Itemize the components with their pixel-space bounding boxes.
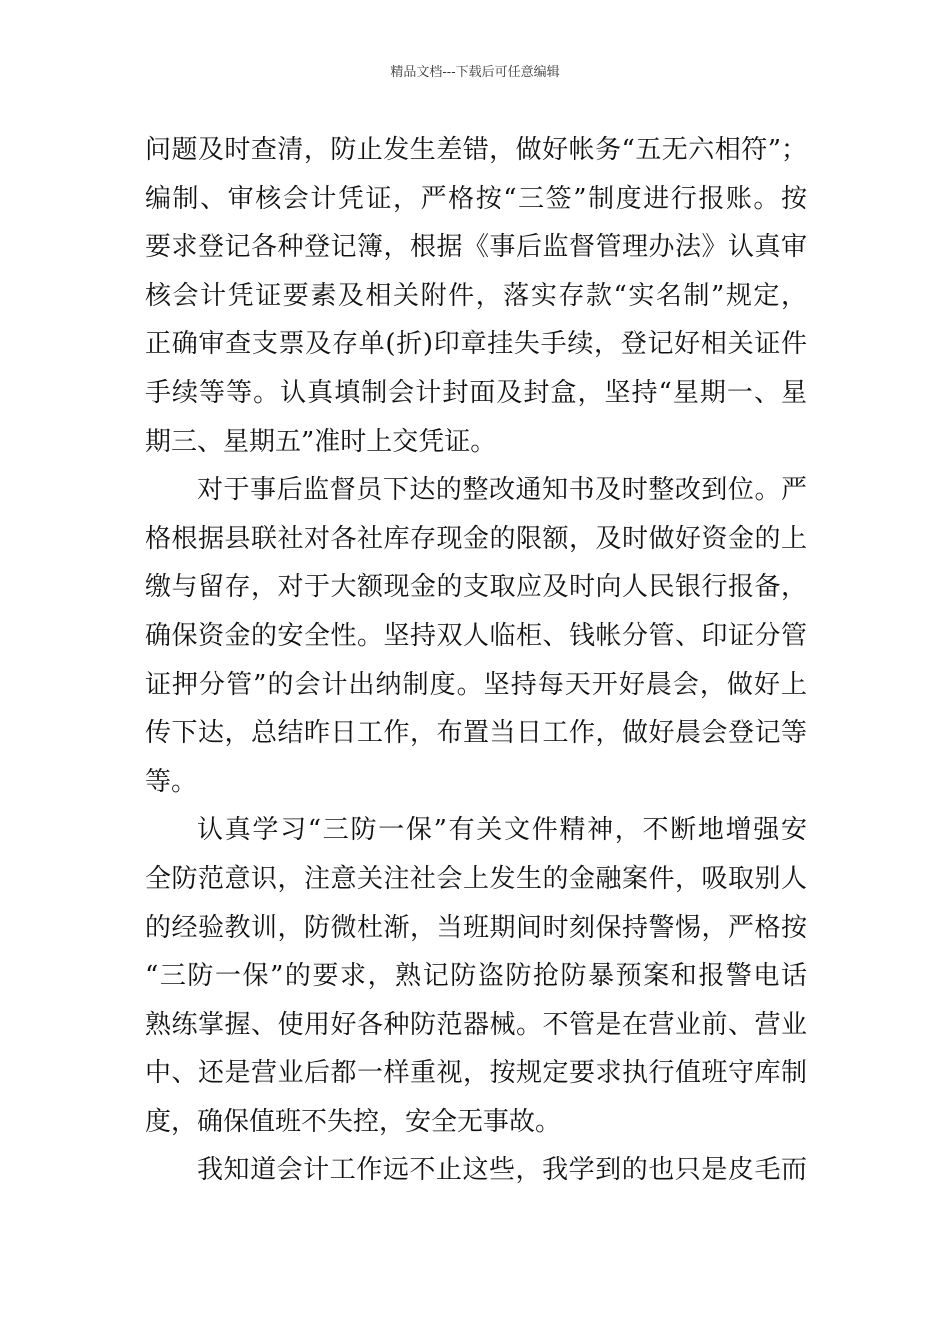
text-line: 期三、星期五”准时上交凭证。 bbox=[145, 426, 497, 457]
text-line: 证押分管”的会计出纳制度。坚持每天开好晨会，做好上 bbox=[145, 669, 807, 700]
text-line: 传下达，总结昨日工作，布置当日工作，做好晨会登记等 bbox=[145, 718, 807, 749]
text-line: 要求登记各种登记簿，根据《事后监督管理办法》认真审 bbox=[145, 232, 807, 263]
text-line: 确保资金的安全性。坚持双人临柜、钱帐分管、印证分管 bbox=[145, 620, 807, 651]
text-line: 认真学习“三防一保”有关文件精神，不断地增强安 bbox=[197, 815, 807, 846]
text-line: 度，确保值班不失控，安全无事故。 bbox=[145, 1106, 562, 1137]
text-line: 对于事后监督员下达的整改通知书及时整改到位。严 bbox=[197, 475, 807, 506]
paragraph-1 bbox=[145, 126, 807, 466]
text-line: 的经验教训，防微杜渐，当班期间时刻保持警惕，严格按 bbox=[145, 912, 807, 943]
page-header: 精品文档---下载后可任意编辑 bbox=[390, 65, 560, 80]
paragraph-3 bbox=[145, 806, 807, 1146]
text-line: 正确审查支票及存单(折)印章挂失手续，登记好相关证件 bbox=[145, 329, 807, 360]
text-line: 熟练掌握、使用好各种防范器械。不管是在营业前、营业 bbox=[145, 1009, 807, 1040]
paragraph-4 bbox=[145, 1146, 807, 1195]
text-line: 格根据县联社对各社库存现金的限额，及时做好资金的上 bbox=[145, 523, 807, 554]
text-line: 手续等等。认真填制会计封面及封盒，坚持“星期一、星 bbox=[145, 377, 807, 408]
text-line: 核会计凭证要素及相关附件，落实存款“实名制”规定， bbox=[145, 280, 807, 311]
text-line: 缴与留存，对于大额现金的支取应及时向人民银行报备， bbox=[145, 572, 807, 603]
text-line: 全防范意识，注意关注社会上发生的金融案件，吸取别人 bbox=[145, 863, 807, 894]
text-line: 编制、审核会计凭证，严格按“三签”制度进行报账。按 bbox=[145, 183, 807, 214]
text-line: 等。 bbox=[145, 766, 198, 797]
text-line: 问题及时查清，防止发生差错，做好帐务“五无六相符”； bbox=[145, 135, 807, 165]
text-line: 我知道会计工作远不止这些，我学到的也只是皮毛而 bbox=[197, 1155, 807, 1186]
paragraph-2 bbox=[145, 466, 807, 806]
document-body bbox=[145, 126, 807, 1195]
text-line: 中、还是营业后都一样重视，按规定要求执行值班守库制 bbox=[145, 1058, 807, 1089]
text-line: “三防一保”的要求，熟记防盗防抢防暴预案和报警电话 bbox=[145, 961, 807, 992]
